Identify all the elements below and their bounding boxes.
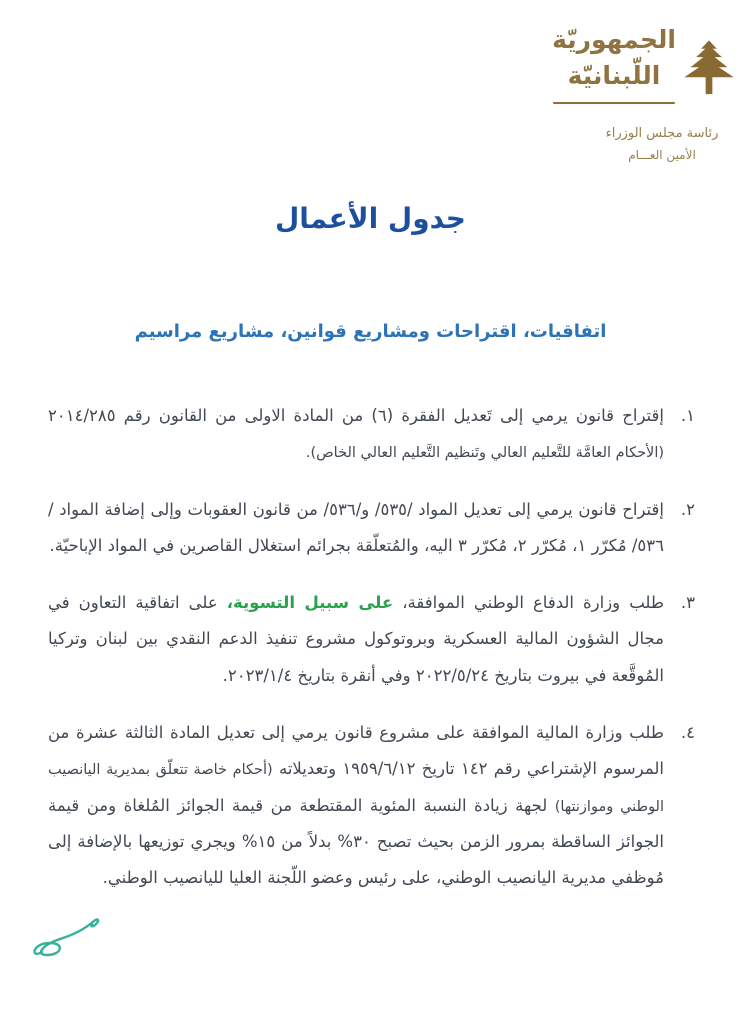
agenda-item xyxy=(48,585,695,694)
office-subtitle: الأمين العـــام xyxy=(628,148,696,162)
agenda-item-text xyxy=(48,398,664,471)
agenda-item xyxy=(48,492,695,565)
agenda-item-text xyxy=(48,585,664,694)
text-run: لجهة زيادة النسبة المئوية المقتطعة من قيمة الجوائز المُلغاة ومن قيمة الجوائز الساقطة بمرور الزمن بحيث تصبح ٣٠% بدلاً من ١٥% ويجري توزيعها بالإضافة إلى مُوظفي مديرية اليانصيب الوطني، على رئيس وعضو اللّجنة العليا لليانصيب الوطني. xyxy=(48,795,664,888)
letterhead-divider xyxy=(553,102,675,104)
agenda-item-number: ٢. xyxy=(680,499,695,519)
agenda-item-number: ١. xyxy=(680,406,695,425)
text-run: إقتراح قانون يرمي إلى تَعديل الفقرة (٦) من المادة الاولى من القانون رقم ٢٠١٤/٢٨٥ xyxy=(48,406,665,425)
agenda-item xyxy=(48,398,695,471)
letterhead xyxy=(545,22,737,162)
page-title: جدول الأعمال xyxy=(275,202,466,235)
text-run: (الأحكام العامَّة للتَّعليم العالي وتَنظيم التَّعليم العالي الخاص). xyxy=(305,445,664,462)
office-name: رئاسة مجلس الوزراء xyxy=(605,126,719,141)
text-run: على اتفاقية التعاون في مجال الشؤون المالية العسكرية وبروتوكول مشروع تنفيذ الدعم النقدي بين لبنان وتركيا المُوقَّعة في بيروت بتاريخ ٢٠٢٢/٥/٢٤ وفي أنقرة بتاريخ ٢٠٢٣/١/٤. xyxy=(48,593,664,685)
republic-name-line2: اللّبنانيّة xyxy=(567,61,661,91)
signature-squiggle-icon xyxy=(26,914,118,972)
highlighted-phrase: على سبيل التسوية، xyxy=(226,593,394,613)
letterhead-calligraphy xyxy=(549,22,679,104)
agenda-item-text xyxy=(48,492,664,565)
letterhead-row xyxy=(545,22,737,118)
agenda-item-text xyxy=(48,715,664,896)
lebanese-cedar-icon xyxy=(681,22,737,118)
text-run: إقتراح قانون يرمي إلى تعديل المواد /٥٣٥/ و/٥٣٦/ من قانون العقوبات وإلى إضافة المواد /٥٣٦/ مُكرّر ١، مُكرّر ٢، مُكرّر ٣ اليه، والمُتعلّقة بجرائم استغلال القاصرين في المواد الإباحيّة. xyxy=(48,499,664,555)
agenda-item-number: ٣. xyxy=(680,593,695,613)
agenda-item-number: ٤. xyxy=(680,723,695,743)
agenda-list xyxy=(48,398,695,918)
republic-name-line1: الجمهوريّة xyxy=(552,25,676,54)
agenda-item xyxy=(48,715,695,896)
section-subtitle: اتفاقيات، اقتراحات ومشاريع قوانين، مشاريع مراسيم xyxy=(134,321,607,342)
text-run: طلب وزارة المالية الموافقة على مشروع قانون يرمي إلى تعديل المادة الثالثة عشرة من المرسوم الإشتراعي رقم ١٤٢ تاريخ ١٩٥٩/٦/١٢ وتعديلاته xyxy=(48,723,664,779)
text-run: (أحكام خاصة تتعلّق بمديرية اليانصيب الوطني وموازنتها) xyxy=(48,762,665,815)
text-run: طلب وزارة الدفاع الوطني الموافقة، xyxy=(393,593,664,613)
